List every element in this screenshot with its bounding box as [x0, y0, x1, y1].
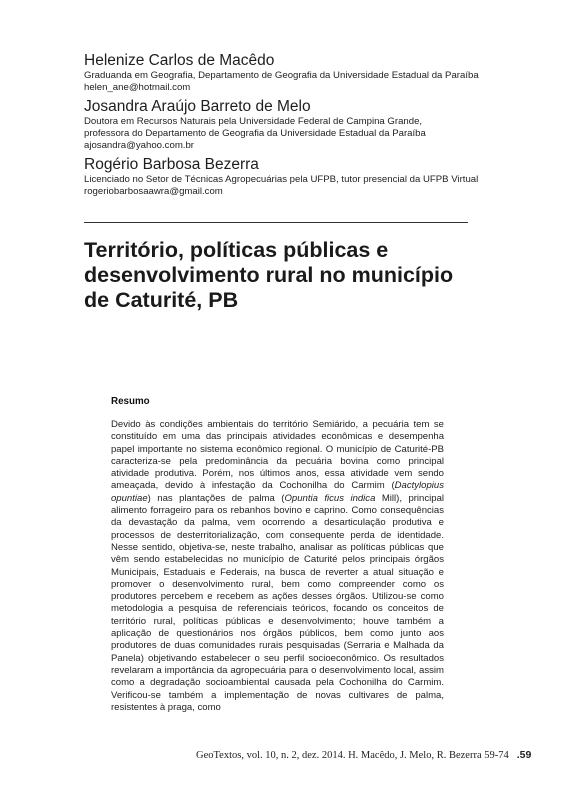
- author-name: Josandra Araújo Barreto de Melo: [84, 98, 311, 115]
- author-email: helen_ane@hotmail.com: [84, 82, 191, 93]
- abstract-text: [111, 419, 444, 714]
- footer-citation: GeoTextos, vol. 10, n. 2, dez. 2014. H. Macêdo, J. Melo, R. Bezerra 59-74: [196, 750, 509, 761]
- header-divider: [84, 222, 468, 223]
- author-affiliation: Doutora em Recursos Naturais pela Universidade Federal de Campina Grande, professora do Departamento de Geografia da Universidade Estadual da Paraíba: [84, 116, 426, 139]
- scientific-name: Opuntia ficus indica: [284, 492, 376, 504]
- scientific-name: Dactylopius opuntiae: [111, 480, 444, 504]
- author-email: rogeriobarbosaawra@gmail.com: [84, 186, 223, 197]
- abstract-text-part: ) nas plantações de palma (: [147, 492, 285, 504]
- page-number: .59: [516, 749, 532, 761]
- author-email: ajosandra@yahoo.com.br: [84, 140, 195, 151]
- author-block: [84, 97, 468, 152]
- author-affiliation: Licenciado no Setor de Técnicas Agropecuárias pela UFPB, tutor presencial da UFPB Virtual: [84, 174, 479, 185]
- author-block: [84, 155, 479, 198]
- author-name: Helenize Carlos de Macêdo: [84, 52, 275, 69]
- author-list: [84, 51, 479, 201]
- abstract-text-part: Devido às condições ambientais do território Semiárido, a pecuária tem se constituído em uma das principais atividades econômicas e desempenha papel importante no sistema econômico regional. O município de Caturité-PB caracteriza-se pela predominância da pecuária bovina como principal atividade produtiva. Porém, nos últimos anos, essa atividade vem sendo ameaçada, devido à infestação da Cochonilha do Carmim (: [111, 419, 444, 492]
- article-title: Território, políticas públicas e desenvolvimento rural no município de Caturité, PB: [84, 238, 454, 312]
- abstract-heading: Resumo: [111, 396, 150, 407]
- author-name: Rogério Barbosa Bezerra: [84, 156, 259, 173]
- abstract-text-part: Mill), principal alimento forrageiro para os rebanhos bovino e caprino. Como consequências da devastação da palma, vem ocorrendo a desarticulação produtiva e processos de desterritorialização, com consequente perda de identidade. Nesse sentido, objetiva-se, neste trabalho, analisar as políticas públicas que vêm sendo estabelecidas no município de Caturité pelos principais órgãos Municipais, Estaduais e Federais, na busca de reverter a atual situação e promover o desenvolvimento rural, bem como compreender como os produtores percebem e recebem as ações desses órgãos. Utilizou-se como metodologia a pesquisa de referenciais teóricos, focando os conceitos de território rural, políticas públicas e desenvolvimento; houve também a aplicação de questionários nos órgãos públicos, bem como junto aos produtores de duas comunidades rurais pesquisadas (Serraria e Malhada da Panela) objetivando estabelecer o seu perfil socioeconômico. Os resultados revelaram a importância da agropecuária para o desenvolvimento local, assim como a degradação socioambiental causada pela Cochonilha do Carmim. Verificou-se também a implementação de novas cultivares de palma, resistentes à praga, como: [111, 492, 444, 713]
- author-affiliation: Graduanda em Geografia, Departamento de Geografia da Universidade Estadual da Paraíba: [84, 70, 479, 81]
- page-footer: [196, 749, 532, 761]
- author-block: [84, 51, 479, 94]
